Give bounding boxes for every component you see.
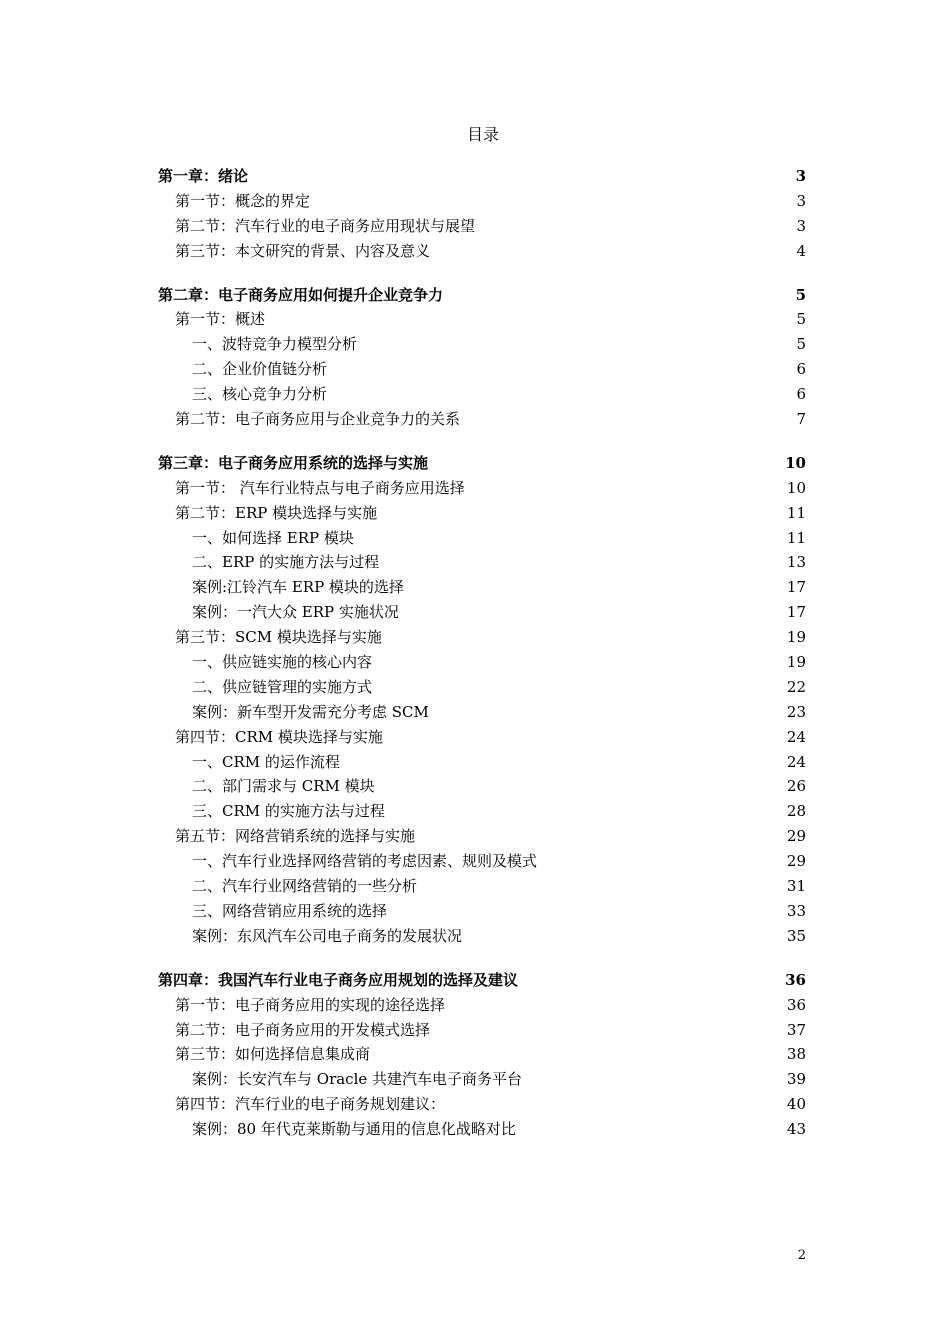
toc-chapter-title: 第三章：电子商务应用系统的选择与实施 <box>158 453 429 472</box>
toc-entry-title: 第四节：CRM 模块选择与实施 <box>175 727 383 746</box>
toc-page-number: 4 <box>796 241 806 260</box>
toc-page-number: 38 <box>786 1045 806 1064</box>
toc-page-number: 11 <box>786 528 806 547</box>
toc-page-number: 6 <box>796 360 806 379</box>
toc-entry[interactable] <box>158 750 806 775</box>
toc-page-number: 17 <box>786 578 806 597</box>
toc-entry[interactable] <box>158 600 806 625</box>
toc-page-number: 3 <box>796 216 806 235</box>
toc-chapter <box>158 283 806 432</box>
toc-page-number: 10 <box>785 453 806 472</box>
toc-chapter <box>158 164 806 264</box>
toc-entry-title: 二、供应链管理的实施方式 <box>192 677 373 696</box>
toc-page-number: 17 <box>786 603 806 622</box>
toc-entry-title: 三、核心竞争力分析 <box>192 385 328 404</box>
toc-entry[interactable] <box>158 625 806 650</box>
toc-entry-title: 案例：80 年代克莱斯勒与通用的信息化战略对比 <box>192 1120 516 1139</box>
toc-entry[interactable] <box>158 214 806 239</box>
toc-page-number: 3 <box>795 167 806 185</box>
toc-entry-title: 第五节：网络营销系统的选择与实施 <box>175 827 416 846</box>
toc-entry-title: 三、CRM 的实施方法与过程 <box>192 802 385 821</box>
toc-entry-title: 二、企业价值链分析 <box>192 360 328 379</box>
toc-page-number: 11 <box>786 503 806 522</box>
toc-page-number: 24 <box>786 752 806 771</box>
toc-entry-title: 第四节：汽车行业的电子商务规划建议： <box>175 1095 446 1114</box>
toc-entry-title: 第二节：电子商务应用与企业竞争力的关系 <box>175 410 461 429</box>
toc-entry-title: 案例：东风汽车公司电子商务的发展状况 <box>192 926 463 945</box>
toc-page-number: 26 <box>786 777 806 796</box>
toc-entry-title: 一、供应链实施的核心内容 <box>192 653 373 672</box>
toc-chapter-heading[interactable] <box>158 451 806 476</box>
toc-page-number: 7 <box>796 410 806 429</box>
toc-entry[interactable] <box>158 407 806 432</box>
toc-page-number: 19 <box>786 653 806 672</box>
toc-page-number: 19 <box>786 628 806 647</box>
toc-entry-title: 二、部门需求与 CRM 模块 <box>192 777 375 796</box>
toc-entry-title: 一、CRM 的运作流程 <box>192 752 340 771</box>
toc-chapter-title: 第四章：我国汽车行业电子商务应用规划的选择及建议 <box>158 970 519 989</box>
toc-entry-title: 第三节：如何选择信息集成商 <box>175 1045 371 1064</box>
toc-page-number: 40 <box>786 1095 806 1114</box>
toc-entry[interactable] <box>158 382 806 407</box>
toc-entry-title: 二、汽车行业网络营销的一些分析 <box>192 877 418 896</box>
toc-chapter-heading[interactable] <box>158 968 806 993</box>
toc-chapter-title: 第二章：电子商务应用如何提升企业竞争力 <box>158 285 444 304</box>
toc-entry[interactable] <box>158 1018 806 1043</box>
toc-page-number: 31 <box>786 877 806 896</box>
toc-entry-title: 三、网络营销应用系统的选择 <box>192 901 388 920</box>
toc-entry[interactable] <box>158 189 806 214</box>
toc-entry[interactable] <box>158 899 806 924</box>
toc-entry[interactable] <box>158 357 806 382</box>
toc-entry-title: 一、波特竞争力模型分析 <box>192 335 358 354</box>
page-number-footer: 2 <box>797 1248 806 1263</box>
toc-page-number: 6 <box>796 385 806 404</box>
toc-page-number: 36 <box>785 970 806 989</box>
toc-entry-title: 第二节：ERP 模块选择与实施 <box>175 503 378 522</box>
toc-entry[interactable] <box>158 476 806 501</box>
toc-page-number: 24 <box>786 727 806 746</box>
toc-entry-title: 案例：新车型开发需充分考虑 SCM <box>192 702 429 721</box>
toc-entry-title: 案例：一汽大众 ERP 实施状况 <box>192 603 399 622</box>
toc-page-number: 22 <box>786 677 806 696</box>
toc-entry-title: 第二节：汽车行业的电子商务应用现状与展望 <box>175 216 476 235</box>
toc-page-number: 5 <box>795 285 806 304</box>
table-of-contents <box>158 164 806 1161</box>
toc-entry[interactable] <box>158 725 806 750</box>
toc-entry-title: 第一节：概念的界定 <box>175 191 311 210</box>
toc-entry[interactable] <box>158 239 806 264</box>
toc-entry[interactable] <box>158 575 806 600</box>
toc-entry[interactable] <box>158 799 806 824</box>
toc-entry-title: 二、ERP 的实施方法与过程 <box>192 553 380 572</box>
toc-entry[interactable] <box>158 1092 806 1117</box>
toc-page-number: 13 <box>786 553 806 572</box>
toc-entry[interactable] <box>158 774 806 799</box>
toc-entry[interactable] <box>158 849 806 874</box>
toc-page-number: 5 <box>796 310 806 329</box>
toc-chapter <box>158 968 806 1142</box>
toc-entry[interactable] <box>158 993 806 1018</box>
toc-entry[interactable] <box>158 700 806 725</box>
toc-chapter-title: 第一章：绪论 <box>158 167 249 185</box>
toc-entry[interactable] <box>158 675 806 700</box>
toc-page-number: 43 <box>786 1120 806 1139</box>
toc-page-number: 23 <box>786 702 806 721</box>
toc-entry[interactable] <box>158 824 806 849</box>
toc-title: 目录 <box>466 125 499 144</box>
toc-entry-title: 第二节：电子商务应用的开发模式选择 <box>175 1020 431 1039</box>
toc-entry-title: 第一节：概述 <box>175 310 266 329</box>
toc-entry[interactable] <box>158 332 806 357</box>
toc-page-number: 29 <box>786 827 806 846</box>
toc-entry[interactable] <box>158 550 806 575</box>
toc-entry[interactable] <box>158 1117 806 1142</box>
toc-chapter-heading[interactable] <box>158 283 806 308</box>
toc-entry-title: 第三节：本文研究的背景、内容及意义 <box>175 241 431 260</box>
toc-entry-title: 案例：长安汽车与 Oracle 共建汽车电子商务平台 <box>192 1070 523 1089</box>
toc-entry-title: 第一节： 汽车行业特点与电子商务应用选择 <box>175 478 465 497</box>
toc-entry-title: 案例:江铃汽车 ERP 模块的选择 <box>192 578 404 597</box>
toc-entry[interactable] <box>158 874 806 899</box>
toc-entry-title: 第一节：电子商务应用的实现的途径选择 <box>175 995 446 1014</box>
toc-entry-title: 第三节：SCM 模块选择与实施 <box>175 628 382 647</box>
toc-page-number: 36 <box>786 995 806 1014</box>
toc-entry-title: 一、汽车行业选择网络营销的考虑因素、规则及模式 <box>192 852 538 871</box>
toc-page-number: 10 <box>786 478 806 497</box>
toc-entry[interactable] <box>158 526 806 551</box>
toc-page-number: 39 <box>786 1070 806 1089</box>
toc-page-number: 3 <box>796 191 806 210</box>
toc-page-number: 28 <box>786 802 806 821</box>
toc-entry[interactable] <box>158 501 806 526</box>
toc-entry-title: 一、如何选择 ERP 模块 <box>192 528 354 547</box>
toc-entry[interactable] <box>158 1042 806 1067</box>
toc-entry[interactable] <box>158 650 806 675</box>
toc-chapter-heading[interactable] <box>158 164 806 189</box>
toc-entry[interactable] <box>158 1067 806 1092</box>
toc-page-number: 33 <box>786 901 806 920</box>
toc-page-number: 29 <box>786 852 806 871</box>
toc-chapter <box>158 451 806 949</box>
toc-page-number: 37 <box>786 1020 806 1039</box>
toc-entry[interactable] <box>158 307 806 332</box>
toc-entry[interactable] <box>158 924 806 949</box>
toc-page-number: 5 <box>796 335 806 354</box>
toc-page-number: 35 <box>786 926 806 945</box>
